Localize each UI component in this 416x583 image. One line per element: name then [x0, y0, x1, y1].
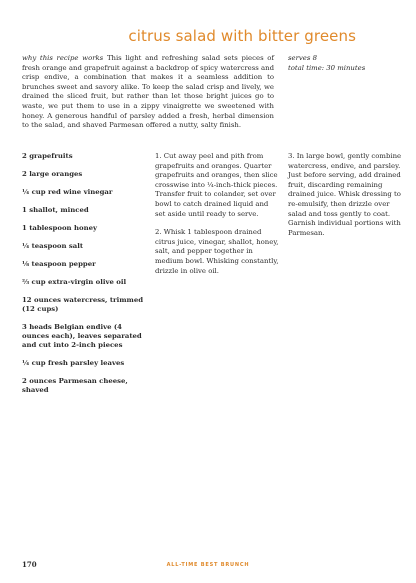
- ingredient-item: ⅛ teaspoon pepper: [22, 260, 96, 268]
- step-1: 1. Cut away peel and pith from grapefruits and oranges. Quarter grapefruits and oranges, then slice crosswise into ¼-inch-thick pieces. Transfer fruit to colander, set over bowl to catch drained liquid and set aside until ready to serve.: [155, 152, 278, 218]
- ingredient-list: [22, 152, 150, 404]
- intro-text: This light and refreshing salad sets pieces of fresh orange and grapefruit against a backdrop of spicy watercress and crisp endive, a combination that makes it a seamless addition to brunches sweet and savory alike. To keep the salad crisp and lively, we drained the sliced fruit, but rather than let those bright juices go to waste, we put them to use in a zippy vinaigrette we sweetened with honey. A generous handful of parsley added a fresh, herbal dimension to the salad, and shaved Parmesan offered a nutty, salty finish.: [22, 54, 274, 130]
- ingredient-item: ⅔ cup extra-virgin olive oil: [22, 278, 127, 286]
- ingredient-item: 2 grapefruits: [22, 152, 73, 160]
- ingredient-item: ¼ teaspoon salt: [22, 242, 84, 250]
- ingredient-item: ¼ cup red wine vinegar: [22, 188, 113, 196]
- ingredient-item: 2 ounces Parmesan cheese, shaved: [22, 377, 128, 394]
- ingredient-item: ¼ cup fresh parsley leaves: [22, 359, 125, 367]
- step-3: 3. In large bowl, gently combine watercress, endive, and parsley. Just before serving, add drained fruit, discarding remaining drained juice. Whisk dressing to re-emulsify, then drizzle over salad and toss gently to coat. Garnish individual portions with Parmesan.: [288, 152, 402, 237]
- recipe-intro: [22, 54, 274, 131]
- ingredient-item: 12 ounces watercress, trimmed (12 cups): [22, 296, 144, 313]
- ingredient-item: 1 shallot, minced: [22, 206, 89, 214]
- steps-column-middle: [155, 152, 279, 285]
- steps-column-right: [288, 152, 408, 247]
- ingredient-item: 1 tablespoon honey: [22, 224, 97, 232]
- serves-text: serves 8: [288, 54, 317, 62]
- intro-lead: why this recipe works: [22, 54, 104, 62]
- recipe-meta: [288, 54, 388, 73]
- book-title-footer: ALL-TIME BEST BRUNCH: [166, 562, 250, 568]
- ingredient-item: 2 large oranges: [22, 170, 83, 178]
- step-2: 2. Whisk 1 tablespoon drained citrus juice, vinegar, shallot, honey, salt, and pepper together in medium bowl. Whisking constantly, drizzle in olive oil.: [155, 228, 279, 275]
- page-number: 170: [22, 560, 37, 569]
- total-time-text: total time: 30 minutes: [288, 63, 366, 72]
- ingredient-item: 3 heads Belgian endive (4 ounces each), leaves separated and cut into 2-inch pieces: [22, 323, 142, 349]
- recipe-title: citrus salad with bitter greens: [128, 27, 356, 45]
